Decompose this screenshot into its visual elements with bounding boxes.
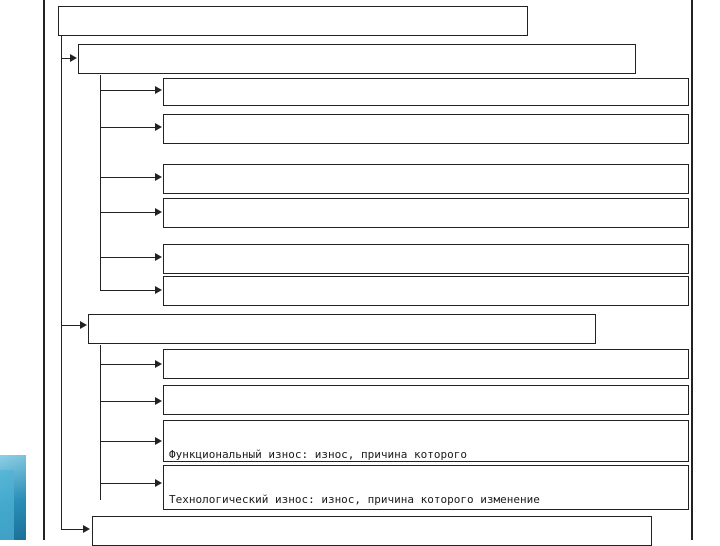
arrow-phys-removable xyxy=(155,86,162,94)
physical-line-1 xyxy=(84,72,630,74)
functional-box xyxy=(163,420,689,462)
link-physical xyxy=(62,58,72,59)
arrow-phys-irremovable xyxy=(155,123,162,131)
wear1-line-1 xyxy=(169,192,683,194)
emergency-box xyxy=(163,276,689,306)
moral-box xyxy=(88,314,596,344)
link-external xyxy=(62,529,85,530)
link-functional xyxy=(100,441,156,442)
moral-removable-box xyxy=(163,349,689,379)
technological-box xyxy=(163,465,689,510)
connector-main-trunk xyxy=(61,30,62,530)
link-emergency xyxy=(100,290,156,291)
moral-irremovable-line-1 xyxy=(169,413,683,415)
external-box xyxy=(92,516,652,546)
arrow-wear1 xyxy=(155,173,162,181)
wear1-box xyxy=(163,164,689,194)
link-wear2 xyxy=(100,212,156,213)
root-box xyxy=(58,6,528,36)
arrow-moral-irremovable xyxy=(155,397,162,405)
link-wear1 xyxy=(100,177,156,178)
connector-moral-trunk xyxy=(100,345,101,500)
link-phys-removable xyxy=(100,90,156,91)
link-technological xyxy=(100,483,156,484)
root-line-1 xyxy=(64,34,522,36)
arrow-technological xyxy=(155,479,162,487)
physical-box xyxy=(78,44,636,74)
link-moral-removable xyxy=(100,364,156,365)
moral-irremovable-box xyxy=(163,385,689,415)
arrow-moral-removable xyxy=(155,360,162,368)
arrow-continuous xyxy=(155,253,162,261)
arrow-wear2 xyxy=(155,208,162,216)
arrow-emergency xyxy=(155,286,162,294)
phys-irremovable-line-1 xyxy=(169,142,683,144)
link-moral-irremovable xyxy=(100,401,156,402)
emergency-line-1 xyxy=(169,304,683,306)
link-moral xyxy=(62,325,82,326)
continuous-box xyxy=(163,244,689,274)
functional-line-1: Функциональный износ: износ, причина которого xyxy=(169,448,468,461)
phys-irremovable-box xyxy=(163,114,689,144)
continuous-line-1 xyxy=(169,272,683,274)
moral-removable-line-1 xyxy=(169,377,683,379)
phys-removable-box xyxy=(163,78,689,106)
wear2-box xyxy=(163,198,689,228)
wear2-line-1 xyxy=(169,226,683,228)
link-phys-irremovable xyxy=(100,127,156,128)
decorative-sidebar-highlight xyxy=(0,470,14,540)
technological-line-1: Технологический износ: износ, причина которого изменение xyxy=(169,493,540,506)
moral-line-1 xyxy=(94,342,590,344)
link-continuous xyxy=(100,257,156,258)
arrow-functional xyxy=(155,437,162,445)
